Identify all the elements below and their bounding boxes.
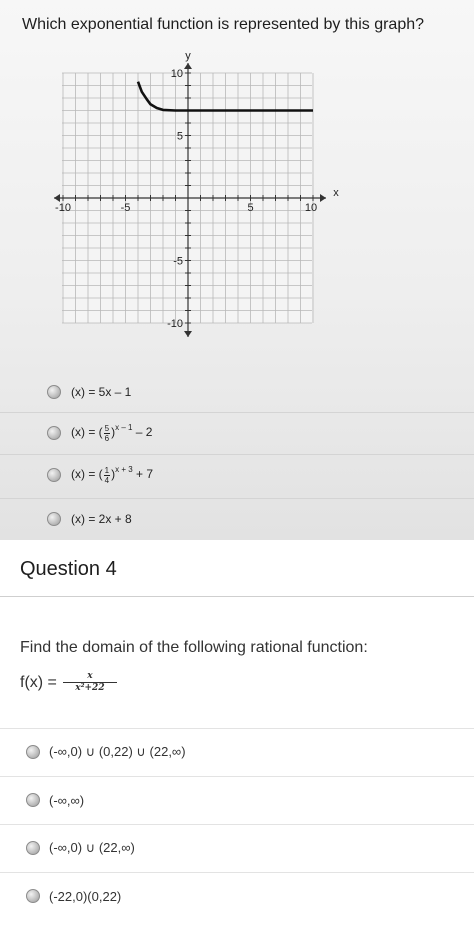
- y-tick-label: -5: [173, 255, 183, 268]
- q3-option-b-tail: – 2: [132, 425, 153, 440]
- x-tick-label: 5: [247, 202, 254, 214]
- question-4-prompt: Find the domain of the following rational function:: [20, 639, 368, 656]
- question-4-heading: Question 4: [20, 558, 117, 580]
- y-tick-label: 10: [170, 68, 183, 80]
- x-axis-arrow-left: [54, 194, 60, 202]
- function-lhs: f(x) =: [20, 673, 57, 691]
- function-numerator: x: [63, 671, 117, 683]
- q4-option-b[interactable]: [0, 776, 474, 823]
- y-tick-label: -10: [167, 318, 183, 330]
- q3-option-a[interactable]: [0, 372, 474, 412]
- q4-option-a-label: (-∞,0) ∪ (0,22) ∪ (22,∞): [49, 744, 186, 759]
- y-axis-label: y: [185, 50, 191, 62]
- radio-button[interactable]: [26, 889, 40, 903]
- function-fraction: [63, 671, 117, 694]
- x-tick-label: -10: [55, 202, 71, 214]
- q3-option-c-exponent: x + 3: [115, 465, 133, 475]
- radio-button[interactable]: [26, 841, 40, 855]
- q3-option-b-exponent: x – 1: [115, 423, 133, 433]
- q3-option-c-tail: + 7: [132, 467, 154, 482]
- q3-option-b-paren: ): [111, 425, 116, 440]
- q3-option-c[interactable]: [0, 454, 474, 495]
- q3-option-b[interactable]: [0, 412, 474, 453]
- divider: [0, 596, 474, 597]
- q3-option-c-prefix: (x) = (: [71, 467, 103, 482]
- radio-button[interactable]: [47, 468, 61, 482]
- q4-option-d-label: (-22,0)(0,22): [49, 888, 122, 904]
- x-axis-label: x: [333, 187, 339, 199]
- x-tick-label: 10: [304, 202, 318, 214]
- radio-button[interactable]: [26, 745, 40, 759]
- fraction-numerator: 1: [104, 465, 110, 475]
- rational-function: [20, 671, 117, 694]
- q4-option-c-label: (-∞,0) ∪ (22,∞): [49, 840, 135, 855]
- radio-button[interactable]: [47, 512, 61, 526]
- q3-option-c-paren: ): [111, 467, 116, 482]
- y-tick-label: 5: [176, 130, 183, 143]
- q3-option-c-fraction: [104, 466, 110, 485]
- radio-button[interactable]: [26, 793, 40, 807]
- exponential-graph: [0, 0, 474, 370]
- fraction-denominator: 4: [104, 475, 110, 485]
- q3-option-c-label: [71, 465, 153, 484]
- x-axis-arrow-right: [320, 194, 326, 202]
- q4-option-a[interactable]: [0, 728, 474, 775]
- q3-option-b-fraction: [104, 424, 110, 443]
- y-axis-arrow-bottom: [184, 331, 192, 337]
- function-denominator: x²+22: [75, 683, 105, 693]
- radio-button[interactable]: [47, 426, 61, 440]
- fraction-denominator: 6: [104, 433, 110, 443]
- q4-option-c[interactable]: [0, 824, 474, 871]
- q3-option-d[interactable]: [0, 498, 474, 539]
- q3-option-b-prefix: (x) = (: [71, 425, 103, 440]
- question-3-prompt: Which exponential function is represented by this graph?: [22, 16, 425, 33]
- radio-button[interactable]: [47, 385, 61, 399]
- q3-option-b-label: [71, 423, 152, 442]
- x-tick-label: -5: [120, 202, 131, 214]
- fraction-numerator: 5: [104, 423, 110, 433]
- q4-option-b-label: (-∞,∞): [49, 792, 85, 808]
- y-axis-arrow-top: [184, 63, 192, 69]
- q4-option-d[interactable]: [0, 872, 474, 919]
- q3-option-d-label: (x) = 2x + 8: [71, 512, 132, 526]
- q3-option-a-label: (x) = 5x – 1: [71, 385, 132, 399]
